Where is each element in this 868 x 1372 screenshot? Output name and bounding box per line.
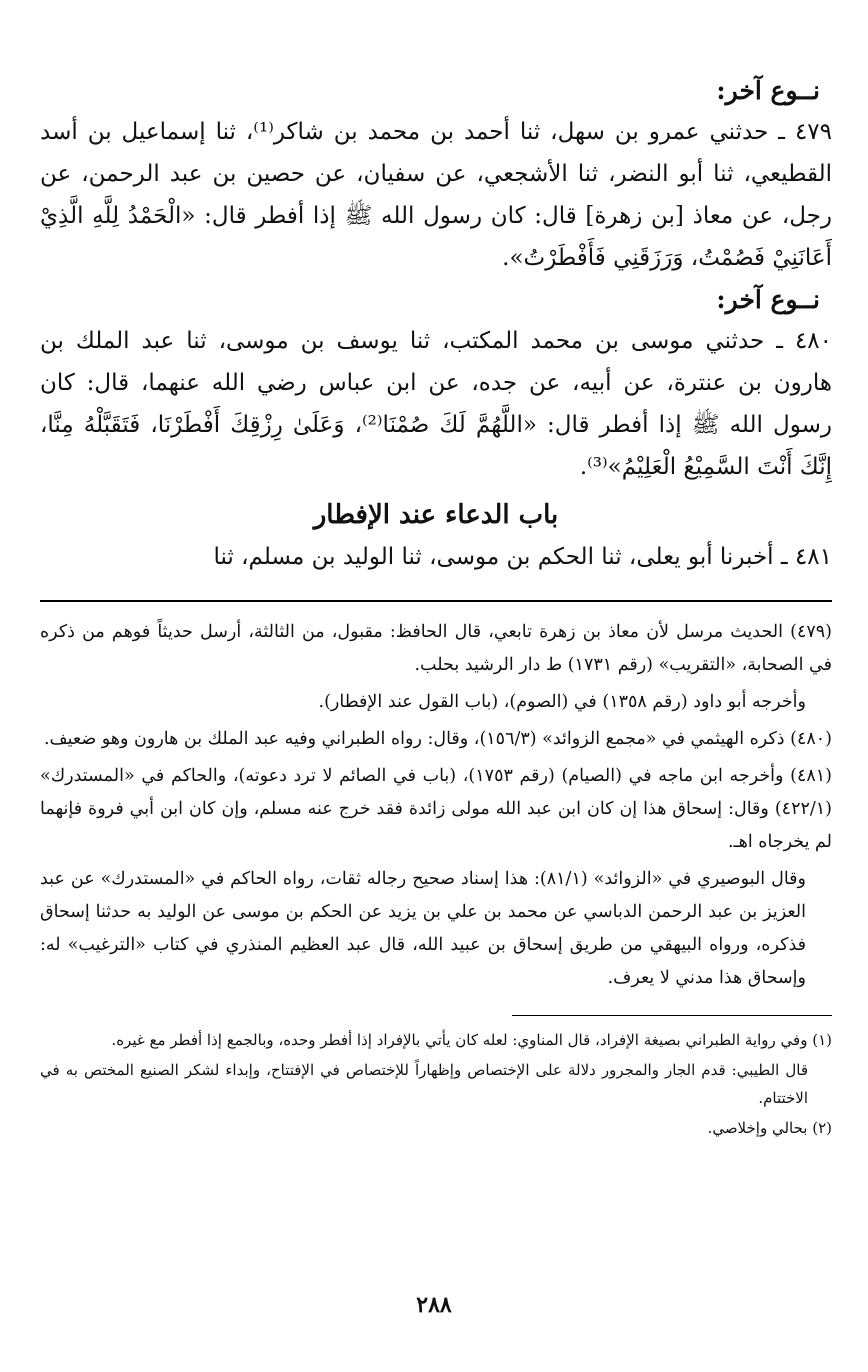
- page-body: [40, 70, 832, 1144]
- note-480: (٤٨٠) ذكره الهيثمي في «مجمع الزوائد» (١٥٦/٣)، وقال: رواه الطبراني وفيه عبد الملك بن هارون وهو ضعيف.: [43, 729, 832, 749]
- footnotes: [40, 1026, 832, 1142]
- note-479-b: وأخرجه أبو داود (رقم ١٣٥٨) في (الصوم)، (باب القول عند الإفطار).: [318, 692, 806, 712]
- chapter-title: باب الدعاء عند الإفطار: [313, 500, 559, 530]
- section-heading: نــوع آخر:: [716, 76, 820, 105]
- note-479: (٤٧٩) الحديث مرسل لأن معاذ بن زهرة تابعي، قال الحافظ: مقبول، من الثالثة، أرسل حديثاً فوهم من ذكره في الصحابة، «التقريب» (رقم ١٧٣١) ط دار الرشيد بحلب.: [40, 622, 832, 675]
- hadith-479: ٤٧٩ ـ حدثني عمرو بن سهل، ثنا أحمد بن محمد بن شاكر⁽¹⁾، ثنا إسماعيل بن أسد القطيعي، ثنا أبو النضر، ثنا الأشجعي، عن سفيان، عن حصين بن عبد الرحمن، عن رجل، عن معاذ [بن زهرة] قال: كان رسول الله ﷺ إذا أفطر قال: «الْحَمْدُ لِلَّهِ الَّذِيْ أَعَانَنِيْ فَصُمْتُ، وَرَزَقَنِي فَأَفْطَرْتُ».: [40, 119, 833, 271]
- page-number: ٢٨٨: [416, 1292, 452, 1318]
- hadith-481: ٤٨١ ـ أخبرنا أبو يعلى، ثنا الحكم بن موسى، ثنا الوليد بن مسلم، ثنا: [213, 544, 832, 570]
- footnote-2: (٢) بحالي وإخلاصي.: [707, 1119, 832, 1137]
- note-481: (٤٨١) وأخرجه ابن ماجه في (الصيام) (رقم ١٧٥٣)، (باب في الصائم لا ترد دعوته)، والحاكم في «المستدرك» (٤٢٢/١) وقال: إسحاق هذا إن كان ابن عبد الله مولى زائدة فقد خرج عنه مسلم، وإن كان ابن أبي فروة فإنهما لم يخرجاه اهـ.: [40, 766, 832, 852]
- footnote-1-b: قال الطيبي: قدم الجار والمجرور دلالة على الإختصاص وإظهاراً للإختصاص في الإفتتاح، وإبداء لشكر الصنيع المختص به في الاختتام.: [40, 1061, 808, 1107]
- footnote-1: (١) وفي رواية الطبراني بصيغة الإفراد، قال المناوي: لعله كان يأتي بالإفراد إذا أفطر وحده، وبالجمع إذا أفطر مع غيره.: [111, 1031, 832, 1049]
- divider: [40, 600, 832, 602]
- section-heading: نــوع آخر:: [716, 285, 820, 314]
- footnote-divider: [512, 1015, 832, 1016]
- hadith-480: ٤٨٠ ـ حدثني موسى بن محمد المكتب، ثنا يوسف بن موسى، ثنا عبد الملك بن هارون بن عنترة، عن أبيه، عن جده، عن ابن عباس رضي الله عنهما، قال: كان رسول الله ﷺ إذا أفطر قال: «اللَّهُمَّ لَكَ صُمْنَا⁽²⁾، وَعَلَىٰ رِزْقِكَ أَفْطَرْنَا، فَتَقَبَّلْهُ مِنَّا، إِنَّكَ أَنْتَ السَّمِيْعُ الْعَلِيْمُ»⁽³⁾.: [40, 328, 832, 480]
- note-481-b: وقال البوصيري في «الزوائد» (٨١/١): هذا إسناد صحيح رجاله ثقات، رواه الحاكم في «المستدرك» عن عبد العزيز بن عبد الرحمن الدباسي عن محمد بن علي بن يزيد عن الحكم بن موسى عن الوليد به حدثنا إسحاق فذكره، ورواه البيهقي من طريق إسحاق بن عبيد الله، قال عبد العظيم المنذري في كتاب «الترغيب» له: وإسحاق هذا مدني لا يعرف.: [40, 869, 806, 988]
- notes: [40, 616, 832, 995]
